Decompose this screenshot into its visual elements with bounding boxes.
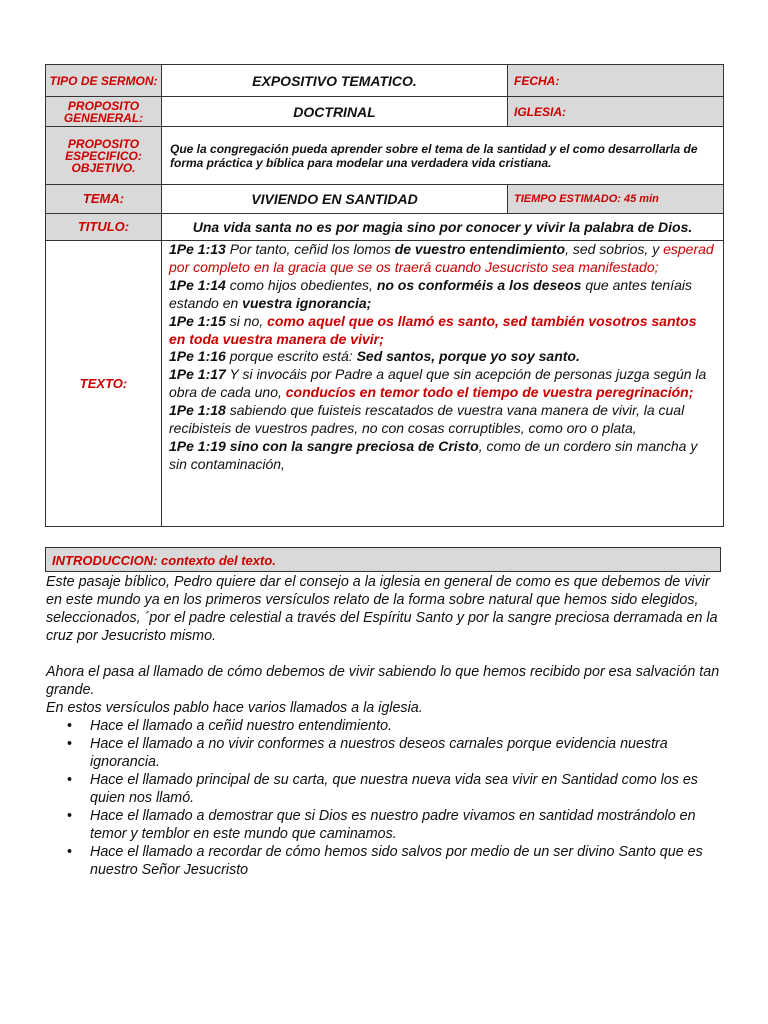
row-tema	[46, 185, 724, 214]
bullet-icon: •	[67, 736, 73, 752]
titulo-label: TITULO:	[46, 214, 162, 241]
intro-body	[46, 573, 726, 879]
intro-heading: INTRODUCCION: contexto del texto.	[45, 547, 721, 572]
verse-highlight: esperad por completo en la gracia que se os traerá cuando Jesucristo sea manifestado;	[169, 241, 714, 275]
list-item	[46, 807, 726, 843]
verse-ref: 1Pe 1:16	[169, 348, 226, 365]
proposito-general-value: DOCTRINAL	[162, 97, 508, 127]
list-item-text: Hace el llamado a no vivir conformes a nuestros deseos carnales porque evidencia nuestra ignorancia.	[90, 736, 668, 770]
intro-paragraph: Este pasaje bíblico, Pedro quiere dar el consejo a la iglesia en general de como es que debemos de vivir en este mundo ya en los primeros versículos relato de la forma sobre natural que hemos sido elegidos, seleccionados, ´por el padre celestial a través del Espíritu Santo y por la sangre preciosa derramada en la cruz por Jesucristo mismo.	[46, 574, 718, 644]
tipo-label: TIPO DE SERMON:	[46, 65, 162, 97]
verse-text: , sed sobrios, y	[565, 241, 664, 257]
intro-paragraph: En estos versículos pablo hace varios llamados a la iglesia.	[46, 700, 423, 716]
verse-ref: 1Pe 1:18	[169, 402, 226, 419]
verse-ref: 1Pe 1:19	[169, 437, 226, 454]
verse-text: porque escrito está:	[225, 348, 357, 365]
verse-ref: 1Pe 1:17	[169, 366, 226, 383]
intro-paragraph: Ahora el pasa al llamado de cómo debemos de vivir sabiendo lo que hemos recibido por esa salvación tan grande.	[46, 664, 720, 698]
verse-ref: 1Pe 1:15	[169, 312, 226, 329]
tema-value: VIVIENDO EN SANTIDAD	[162, 185, 508, 214]
verse-emphasis: Sed santos, porque yo soy santo.	[356, 348, 580, 365]
row-titulo	[46, 214, 724, 241]
proposito-especifico-value: Que la congregación pueda aprender sobre el tema de la santidad y el como desarrollarla de forma práctica y bíblica para modelar una verdadera vida cristiana.	[162, 127, 724, 185]
bullet-icon: •	[67, 772, 73, 788]
titulo-value: Una vida santa no es por magia sino por conocer y vivir la palabra de Dios.	[162, 214, 724, 241]
bullet-icon: •	[67, 808, 73, 824]
row-proposito-general	[46, 97, 724, 127]
list-item	[46, 735, 726, 771]
list-item-text: Hace el llamado principal de su carta, que nuestra nueva vida sea vivir en Santidad como los es quien nos llamó.	[90, 772, 698, 806]
row-proposito-especifico	[46, 127, 724, 185]
list-item-text: Hace el llamado a demostrar que si Dios es nuestro padre vivamos en santidad mostrándolo en temor y temblor en este mundo que caminamos.	[90, 808, 696, 842]
verse-highlight: como aquel que os llamó es santo, sed también vosotros santos en toda vuestra manera de vivir;	[169, 312, 697, 347]
list-item	[46, 843, 726, 879]
tipo-value: EXPOSITIVO TEMATICO.	[162, 65, 508, 97]
row-tipo	[46, 65, 724, 97]
proposito-general-label: PROPOSITO GENENERAL:	[46, 97, 162, 127]
verse-ref: 1Pe 1:13	[169, 241, 226, 257]
texto-verses	[162, 241, 724, 527]
verse-text: como hijos obedientes,	[225, 276, 377, 293]
texto-label: TEXTO:	[46, 241, 162, 527]
verse-ref: 1Pe 1:14	[169, 276, 226, 293]
verse-emphasis: de vuestro entendimiento	[394, 241, 566, 257]
iglesia-label: IGLESIA:	[508, 97, 724, 127]
verse-text: si no,	[225, 312, 268, 329]
list-item-text: Hace el llamado a ceñid nuestro entendimiento.	[90, 718, 393, 734]
verse-text: Por tanto, ceñid los lomos	[225, 241, 395, 257]
list-item-text: Hace el llamado a recordar de cómo hemos sido salvos por medio de un ser divino Santo que es nuestro Señor Jesucristo	[90, 844, 703, 878]
verse-text: sabiendo que fuisteis rescatados de vuestra vana manera de vivir, la cual recibisteis de vuestros padres, no con cosas corruptibles, como oro o plata,	[169, 402, 685, 437]
row-texto	[46, 241, 724, 527]
tiempo-estimado: TIEMPO ESTIMADO: 45 min	[508, 185, 724, 214]
calls-list	[46, 717, 726, 879]
verse-text: , como de un cordero sin mancha y sin contaminación,	[169, 437, 698, 472]
list-item	[46, 717, 726, 735]
verse-highlight: conducíos en temor todo el tiempo de vuestra peregrinación;	[285, 384, 694, 401]
verse-emphasis: sino con la sangre preciosa de Cristo	[225, 437, 479, 454]
sermon-outline-table	[45, 64, 724, 527]
bullet-icon: •	[67, 718, 73, 734]
fecha-label: FECHA:	[508, 65, 724, 97]
verse-text: que antes teníais estando en	[169, 276, 692, 311]
verse-emphasis: no os conforméis a los deseos	[376, 276, 582, 293]
proposito-especifico-label: PROPOSITO ESPECIFICO: OBJETIVO.	[46, 127, 162, 185]
verse-emphasis: vuestra ignorancia;	[242, 294, 372, 311]
verse-text: Y si invocáis por Padre a aquel que sin acepción de personas juzga según la obra de cada uno,	[169, 366, 707, 401]
bullet-icon: •	[67, 844, 73, 860]
list-item	[46, 771, 726, 807]
tema-label: TEMA:	[46, 185, 162, 214]
